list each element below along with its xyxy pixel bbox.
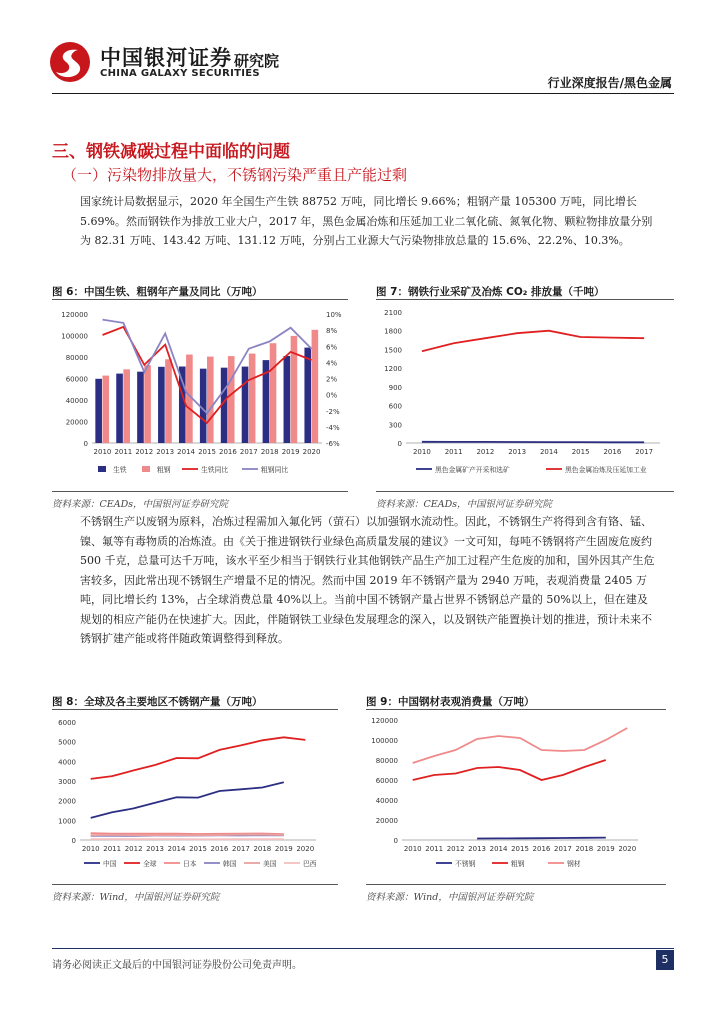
x-tick-label: 2019 — [274, 845, 293, 853]
x-tick-label: 2014 — [167, 845, 186, 853]
y-tick-label: 300 — [388, 421, 402, 430]
figure-6-source: 资料来源：CEADs，中国银河证券研究院 — [52, 499, 229, 510]
legend-swatch-粗钢 — [142, 466, 150, 472]
x-tick-label: 2010 — [93, 448, 112, 456]
x-tick-label: 2019 — [596, 845, 615, 853]
figure-9-chart — [366, 714, 666, 880]
y-tick-label: 60000 — [375, 777, 398, 785]
y-tick-label: 2000 — [58, 797, 76, 806]
series-line-中国 — [91, 782, 284, 818]
legend-label: 日本 — [183, 860, 197, 868]
bar-生铁 — [137, 372, 144, 443]
bar-粗钢 — [249, 354, 256, 443]
y-tick-label: 0 — [397, 440, 402, 448]
section-heading: 三、钢铁减碳过程中面临的问题 — [52, 142, 290, 162]
figure-7-bottom-rule — [376, 491, 674, 492]
series-line-粗钢 — [413, 760, 606, 780]
x-tick-label: 2020 — [302, 448, 321, 456]
y-tick-label: 120000 — [61, 311, 88, 319]
bar-粗钢 — [228, 356, 235, 443]
y2-tick-label: 6% — [326, 343, 338, 352]
figure-6-bottom-rule — [52, 491, 348, 492]
bar-生铁 — [158, 367, 165, 443]
x-tick-label: 2012 — [446, 845, 465, 853]
y2-tick-label: -4% — [326, 423, 340, 432]
x-tick-label: 2014 — [489, 845, 508, 853]
bar-生铁 — [116, 374, 123, 443]
x-tick-label: 2018 — [253, 845, 272, 853]
legend-label: 钢材 — [567, 860, 581, 868]
bar-粗钢 — [102, 376, 109, 443]
series-line-黑色金属矿产开采和选矿 — [422, 442, 644, 443]
y2-tick-label: 10% — [326, 311, 342, 319]
y-tick-label: 80000 — [375, 757, 398, 765]
paragraph-2 — [80, 512, 655, 649]
x-tick-label: 2016 — [218, 448, 237, 456]
x-tick-label: 2017 — [231, 845, 250, 853]
galaxy-logo-icon — [48, 40, 92, 84]
x-tick-label: 2015 — [571, 448, 590, 456]
y-tick-label: 0 — [71, 837, 76, 845]
legend-label: 不锈钢 — [455, 860, 476, 868]
y-tick-label: 0 — [83, 440, 88, 448]
figure-8-title: 图 8：全球及各主要地区不锈钢产量（万吨） — [52, 696, 263, 708]
bar-粗钢 — [165, 359, 172, 443]
x-tick-label: 2011 — [103, 845, 122, 853]
legend-label: 巴西 — [303, 860, 317, 868]
x-tick-label: 2014 — [177, 448, 196, 456]
figure-8-chart — [52, 714, 342, 880]
y-tick-label: 5000 — [58, 738, 76, 747]
y-tick-label: 1000 — [58, 817, 76, 826]
y-tick-label: 40000 — [375, 797, 398, 805]
x-tick-label: 2012 — [124, 845, 143, 853]
brand-english: CHINA GALAXY SECURITIES — [100, 68, 260, 79]
x-tick-label: 2013 — [508, 448, 527, 456]
paragraph-1 — [80, 192, 655, 251]
y-tick-label: 100000 — [371, 737, 398, 745]
x-tick-label: 2010 — [412, 448, 431, 456]
y-tick-label: 600 — [388, 402, 402, 411]
report-type: 行业深度报告/黑色金属 — [547, 76, 672, 90]
x-tick-label: 2018 — [260, 448, 279, 456]
y-tick-label: 80000 — [65, 354, 88, 362]
x-tick-label: 2015 — [189, 845, 207, 853]
y-tick-label: 40000 — [65, 397, 88, 405]
bar-粗钢 — [144, 365, 151, 443]
figure-9-title-rule — [366, 709, 666, 710]
y-tick-label: 20000 — [65, 418, 88, 427]
x-tick-label: 2015 — [511, 845, 529, 853]
paragraph-2-text: 不锈钢生产以废钢为原料，冶炼过程需加入氟化钙（萤石）以加强钢水流动性。因此，不锈钢生产将得到含有铬、锰、镍、氟等有毒物质的冶炼渣。由《关于推进钢铁行业绿色高质量发展的建议》一文可知，每吨不锈钢将产生固废危废约 500 千克，总量可达千万吨，该水平至少相当于钢铁行业其他钢铁产品生产加工过程产生危废的加和，国外因其产生危害较多，因此常出现不锈钢生产增量不足的情况。然而中国 2019 年不锈钢产量为 2940 万吨，表观消费量 2405 万吨，同比增长约 13%，占全球消费总量 40%以上。当前中国不锈钢产量占世界不锈钢总产量的 50%以上，但在建及规划的相应产能仍在快速扩大。因此，伴随钢铁工业绿色发展理念的深入，以及钢铁产能置换计划的推进，预计未来不锈钢扩建产能或将伴随政策调整得到释放。 — [80, 515, 655, 645]
y-tick-label: 3000 — [58, 778, 76, 786]
y-tick-label: 4000 — [58, 758, 76, 767]
legend-label: 生铁同比 — [201, 466, 229, 474]
legend-label: 粗钢 — [157, 466, 171, 474]
x-tick-label: 2017 — [239, 448, 258, 456]
x-tick-label: 2012 — [476, 448, 495, 456]
y-tick-label: 20000 — [375, 817, 398, 825]
x-tick-label: 2020 — [296, 845, 315, 853]
figure-8-source: 资料来源：Wind，中国银河证券研究院 — [52, 892, 220, 903]
figure-9-title: 图 9：中国钢材表观消费量（万吨） — [366, 696, 535, 708]
y2-tick-label: 0% — [326, 391, 338, 400]
series-line-黑色金属冶炼及压延加工业 — [422, 331, 644, 352]
footer-disclaimer: 请务必阅读正文最后的中国银河证券股份公司免责声明。 — [52, 960, 302, 971]
x-tick-label: 2016 — [532, 845, 551, 853]
y-tick-label: 2100 — [384, 309, 402, 317]
bar-粗钢 — [207, 357, 214, 443]
legend-label: 黑色金属冶炼及压延加工业 — [565, 466, 647, 474]
legend-label: 中国 — [103, 860, 117, 868]
figure-8-title-rule — [52, 709, 338, 710]
y-tick-label: 100000 — [61, 332, 88, 341]
y2-tick-label: -6% — [326, 440, 340, 448]
bar-生铁 — [95, 379, 102, 443]
x-tick-label: 2011 — [114, 448, 133, 456]
header-rule — [52, 93, 674, 94]
y-tick-label: 900 — [388, 383, 402, 392]
x-tick-label: 2010 — [81, 845, 100, 853]
x-tick-label: 2014 — [539, 448, 558, 456]
page-number: 5 — [656, 950, 674, 970]
x-tick-label: 2012 — [135, 448, 154, 456]
y-tick-label: 1200 — [384, 365, 402, 374]
y-tick-label: 60000 — [65, 375, 88, 384]
y2-tick-label: 2% — [326, 375, 338, 384]
x-tick-label: 2017 — [635, 448, 654, 456]
series-line-全球 — [91, 737, 306, 779]
y-tick-label: 120000 — [371, 717, 398, 725]
brand-name: 中国银河证券 — [100, 46, 232, 70]
figure-9-source: 资料来源：Wind，中国银河证券研究院 — [366, 892, 534, 903]
bar-粗钢 — [312, 330, 319, 443]
x-tick-label: 2010 — [403, 845, 422, 853]
figure-6-title-rule — [52, 299, 348, 300]
section-subheading: （一）污染物排放量大，不锈钢污染严重且产能过剩 — [62, 166, 408, 184]
legend-label: 美国 — [263, 860, 277, 868]
bar-生铁 — [284, 356, 291, 443]
legend-label: 粗钢 — [511, 860, 525, 868]
y2-tick-label: 4% — [326, 359, 338, 368]
series-line-不锈钢 — [477, 838, 606, 839]
x-tick-label: 2018 — [575, 845, 594, 853]
x-tick-label: 2013 — [156, 448, 175, 456]
series-line-钢材 — [413, 728, 628, 763]
legend-swatch-生铁 — [98, 466, 106, 472]
brand-institute: 研究院 — [234, 52, 280, 70]
footer-rule — [52, 948, 674, 949]
x-tick-label: 2016 — [603, 448, 622, 456]
x-tick-label: 2016 — [210, 845, 229, 853]
y2-tick-label: 8% — [326, 327, 338, 336]
bar-生铁 — [179, 367, 186, 443]
x-tick-label: 2013 — [468, 845, 487, 853]
x-tick-label: 2013 — [146, 845, 165, 853]
x-tick-label: 2019 — [281, 448, 300, 456]
figure-6-chart — [52, 304, 352, 486]
x-tick-label: 2011 — [444, 448, 463, 456]
bar-生铁 — [304, 348, 311, 443]
figure-7-title: 图 7：钢铁行业采矿及冶炼 CO₂ 排放量（千吨） — [376, 286, 605, 298]
figure-8-bottom-rule — [52, 884, 338, 885]
legend-label: 生铁 — [113, 466, 127, 474]
y-tick-label: 1800 — [384, 327, 402, 336]
figure-6-title: 图 6：中国生铁、粗钢年产量及同比（万吨） — [52, 286, 263, 298]
x-tick-label: 2020 — [618, 845, 637, 853]
legend-label: 粗钢同比 — [261, 466, 289, 474]
figure-7-source: 资料来源：CEADs，中国银河证券研究院 — [376, 499, 553, 510]
x-tick-label: 2017 — [553, 845, 572, 853]
x-tick-label: 2015 — [198, 448, 216, 456]
paragraph-1-text: 国家统计局数据显示，2020 年全国生产生铁 88752 万吨，同比增长 9.66%；粗钢产量 105300 万吨，同比增长 5.69%。然而钢铁作为排放工业大户，2017 年，黑色金属冶炼和压延加工业二氧化硫、氮氧化物、颗粒物排放量分别为 82.31 万吨、143.42 万吨、131.12 万吨，分别占工业源大气污染物排放总量的 15.6%、22.2%、10.3%。 — [80, 195, 653, 247]
legend-label: 黑色金属矿产开采和选矿 — [435, 466, 510, 474]
bar-粗钢 — [123, 369, 130, 443]
bar-生铁 — [242, 367, 249, 443]
legend-label: 全球 — [143, 860, 157, 868]
figure-7-chart — [376, 304, 676, 486]
bar-粗钢 — [270, 343, 277, 443]
y-tick-label: 6000 — [58, 719, 76, 727]
x-tick-label: 2011 — [425, 845, 444, 853]
y-tick-label: 1500 — [384, 346, 402, 355]
y2-tick-label: -2% — [326, 407, 340, 416]
figure-7-title-rule — [376, 299, 674, 300]
series-line-美国 — [91, 835, 284, 836]
legend-label: 韩国 — [223, 860, 237, 868]
figure-9-bottom-rule — [366, 884, 666, 885]
y-tick-label: 0 — [393, 837, 398, 845]
